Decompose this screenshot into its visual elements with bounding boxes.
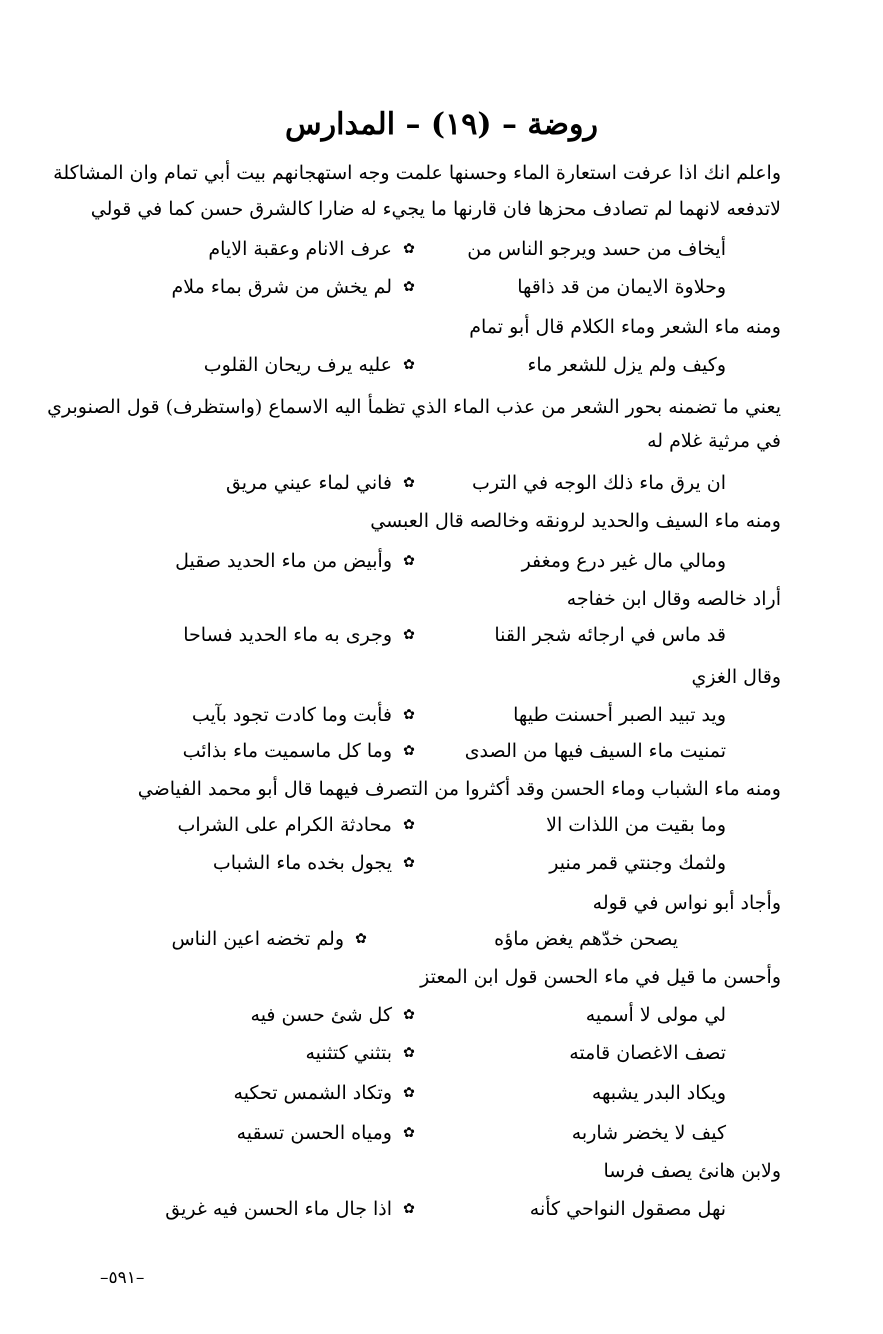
prose-line: وقال الغزي xyxy=(691,666,781,688)
verse-second-hemistich: محادثة الكرام على الشراب xyxy=(177,814,392,836)
prose-line: ومنه ماء السيف والحديد لرونقه وخالصه قال العبسي xyxy=(370,510,781,532)
verse-line xyxy=(237,1118,726,1148)
star-separator: ✿ xyxy=(403,1125,415,1141)
verse-second-hemistich: فاني لماء عيني مريق xyxy=(225,472,392,494)
verse-line xyxy=(175,546,726,576)
star-separator: ✿ xyxy=(403,817,415,833)
star-separator: ✿ xyxy=(403,553,415,569)
verse-line xyxy=(251,1000,726,1030)
star-separator: ✿ xyxy=(403,1201,415,1217)
verse-line xyxy=(213,848,726,878)
verse-first-hemistich: ان يرق ماء ذلك الوجه في الترب xyxy=(471,472,726,494)
verse-second-hemistich: ومياه الحسن تسقيه xyxy=(236,1122,392,1144)
prose-line: واعلم انك اذا عرفت استعارة الماء وحسنها علمت وجه استهجانهم بيت أبي تمام وان المشاكلة xyxy=(53,162,781,184)
verse-second-hemistich: وأبيض من ماء الحديد صقيل xyxy=(175,550,392,572)
verse-first-hemistich: ويكاد البدر يشبهه xyxy=(591,1082,726,1104)
verse-line xyxy=(204,350,726,380)
verse-line xyxy=(183,736,726,766)
star-separator: ✿ xyxy=(403,475,415,491)
prose-line: لاتدفعه لانهما لم تصادف محزها فان قارنها ما يجيء له ضارا كالشرق حسن كما في قولي xyxy=(90,198,781,220)
verse-line xyxy=(183,620,726,650)
prose-line: يعني ما تضمنه بحور الشعر من عذب الماء الذي تظمأ اليه الاسماع (واستظرف) قول الصنوبري xyxy=(47,396,781,418)
verse-line xyxy=(171,924,678,954)
page-number: –٥٩١– xyxy=(100,1268,145,1288)
verse-second-hemistich: لم يخش من شرق بماء ملام xyxy=(171,276,392,298)
verse-second-hemistich: يجول بخده ماء الشباب xyxy=(212,852,392,874)
star-separator: ✿ xyxy=(403,1007,415,1023)
star-separator: ✿ xyxy=(403,627,415,643)
star-separator: ✿ xyxy=(403,707,415,723)
star-separator: ✿ xyxy=(355,931,367,947)
verse-second-hemistich: عرف الانام وعقبة الايام xyxy=(208,238,392,260)
verse-first-hemistich: وما بقيت من اللذات الا xyxy=(546,814,726,836)
verse-second-hemistich: فأبت وما كادت تجود بآيب xyxy=(191,704,392,726)
verse-second-hemistich: عليه يرف ريحان القلوب xyxy=(203,354,392,376)
star-separator: ✿ xyxy=(403,279,415,295)
prose-line: ومنه ماء الشباب وماء الحسن وقد أكثروا من التصرف فيهما قال أبو محمد الفياضي xyxy=(137,778,781,800)
star-separator: ✿ xyxy=(403,357,415,373)
prose-line: أراد خالصه وقال ابن خفاجه xyxy=(566,588,781,610)
star-separator: ✿ xyxy=(403,743,415,759)
verse-first-hemistich: ويد تبيد الصبر أحسنت طيها xyxy=(513,704,726,726)
verse-second-hemistich: كل شئ حسن فيه xyxy=(250,1004,392,1026)
verse-line xyxy=(305,1038,726,1068)
prose-line: وأحسن ما قيل في ماء الحسن قول ابن المعتز xyxy=(420,966,781,988)
verse-second-hemistich: بتثني كتثنيه xyxy=(305,1042,392,1064)
verse-second-hemistich: ولم تخضه اعين الناس xyxy=(171,928,344,950)
verse-first-hemistich: يصحن خدّهم يغض ماؤه xyxy=(494,928,678,950)
prose-line: ومنه ماء الشعر وماء الكلام قال أبو تمام xyxy=(469,316,781,338)
prose-line: وأجاد أبو نواس في قوله xyxy=(592,892,781,914)
verse-second-hemistich: وجرى به ماء الحديد فساحا xyxy=(183,624,392,646)
verse-first-hemistich: أيخاف من حسد ويرجو الناس من xyxy=(467,238,726,260)
star-separator: ✿ xyxy=(403,1045,415,1061)
verse-first-hemistich: لي مولى لا أسميه xyxy=(585,1004,726,1026)
verse-first-hemistich: نهل مصقول النواحي كأنه xyxy=(529,1198,726,1220)
verse-second-hemistich: اذا جال ماء الحسن فيه غريق xyxy=(165,1198,392,1220)
verse-first-hemistich: ومالي مال غير درع ومغفر xyxy=(521,550,726,572)
star-separator: ✿ xyxy=(403,1085,415,1101)
verse-second-hemistich: وتكاد الشمس تحكيه xyxy=(233,1082,392,1104)
star-separator: ✿ xyxy=(403,241,415,257)
prose-line: في مرثية غلام له xyxy=(647,430,781,452)
verse-line xyxy=(192,700,726,730)
verse-line xyxy=(234,1078,726,1108)
page-header: روضة – (١٩) – المدارس xyxy=(285,107,598,142)
verse-first-hemistich: كيف لا يخضر شاربه xyxy=(571,1122,726,1144)
verse-first-hemistich: وحلاوة الايمان من قد ذاقها xyxy=(517,276,726,298)
verse-line xyxy=(208,234,726,264)
verse-second-hemistich: وما كل ماسميت ماء بذائب xyxy=(182,740,392,762)
verse-first-hemistich: ولثمك وجنتي قمر منير xyxy=(549,852,726,874)
verse-first-hemistich: قد ماس في ارجائه شجر القنا xyxy=(494,624,726,646)
star-separator: ✿ xyxy=(403,855,415,871)
verse-line xyxy=(226,468,726,498)
verse-line xyxy=(172,272,726,302)
verse-line xyxy=(177,810,726,840)
verse-line xyxy=(165,1194,726,1224)
verse-first-hemistich: وكيف ولم يزل للشعر ماء xyxy=(527,354,726,376)
prose-line: ولابن هانئ يصف فرسا xyxy=(603,1160,781,1182)
verse-first-hemistich: تصف الاغصان قامته xyxy=(569,1042,726,1064)
verse-first-hemistich: تمنيت ماء السيف فيها من الصدى xyxy=(464,740,726,762)
